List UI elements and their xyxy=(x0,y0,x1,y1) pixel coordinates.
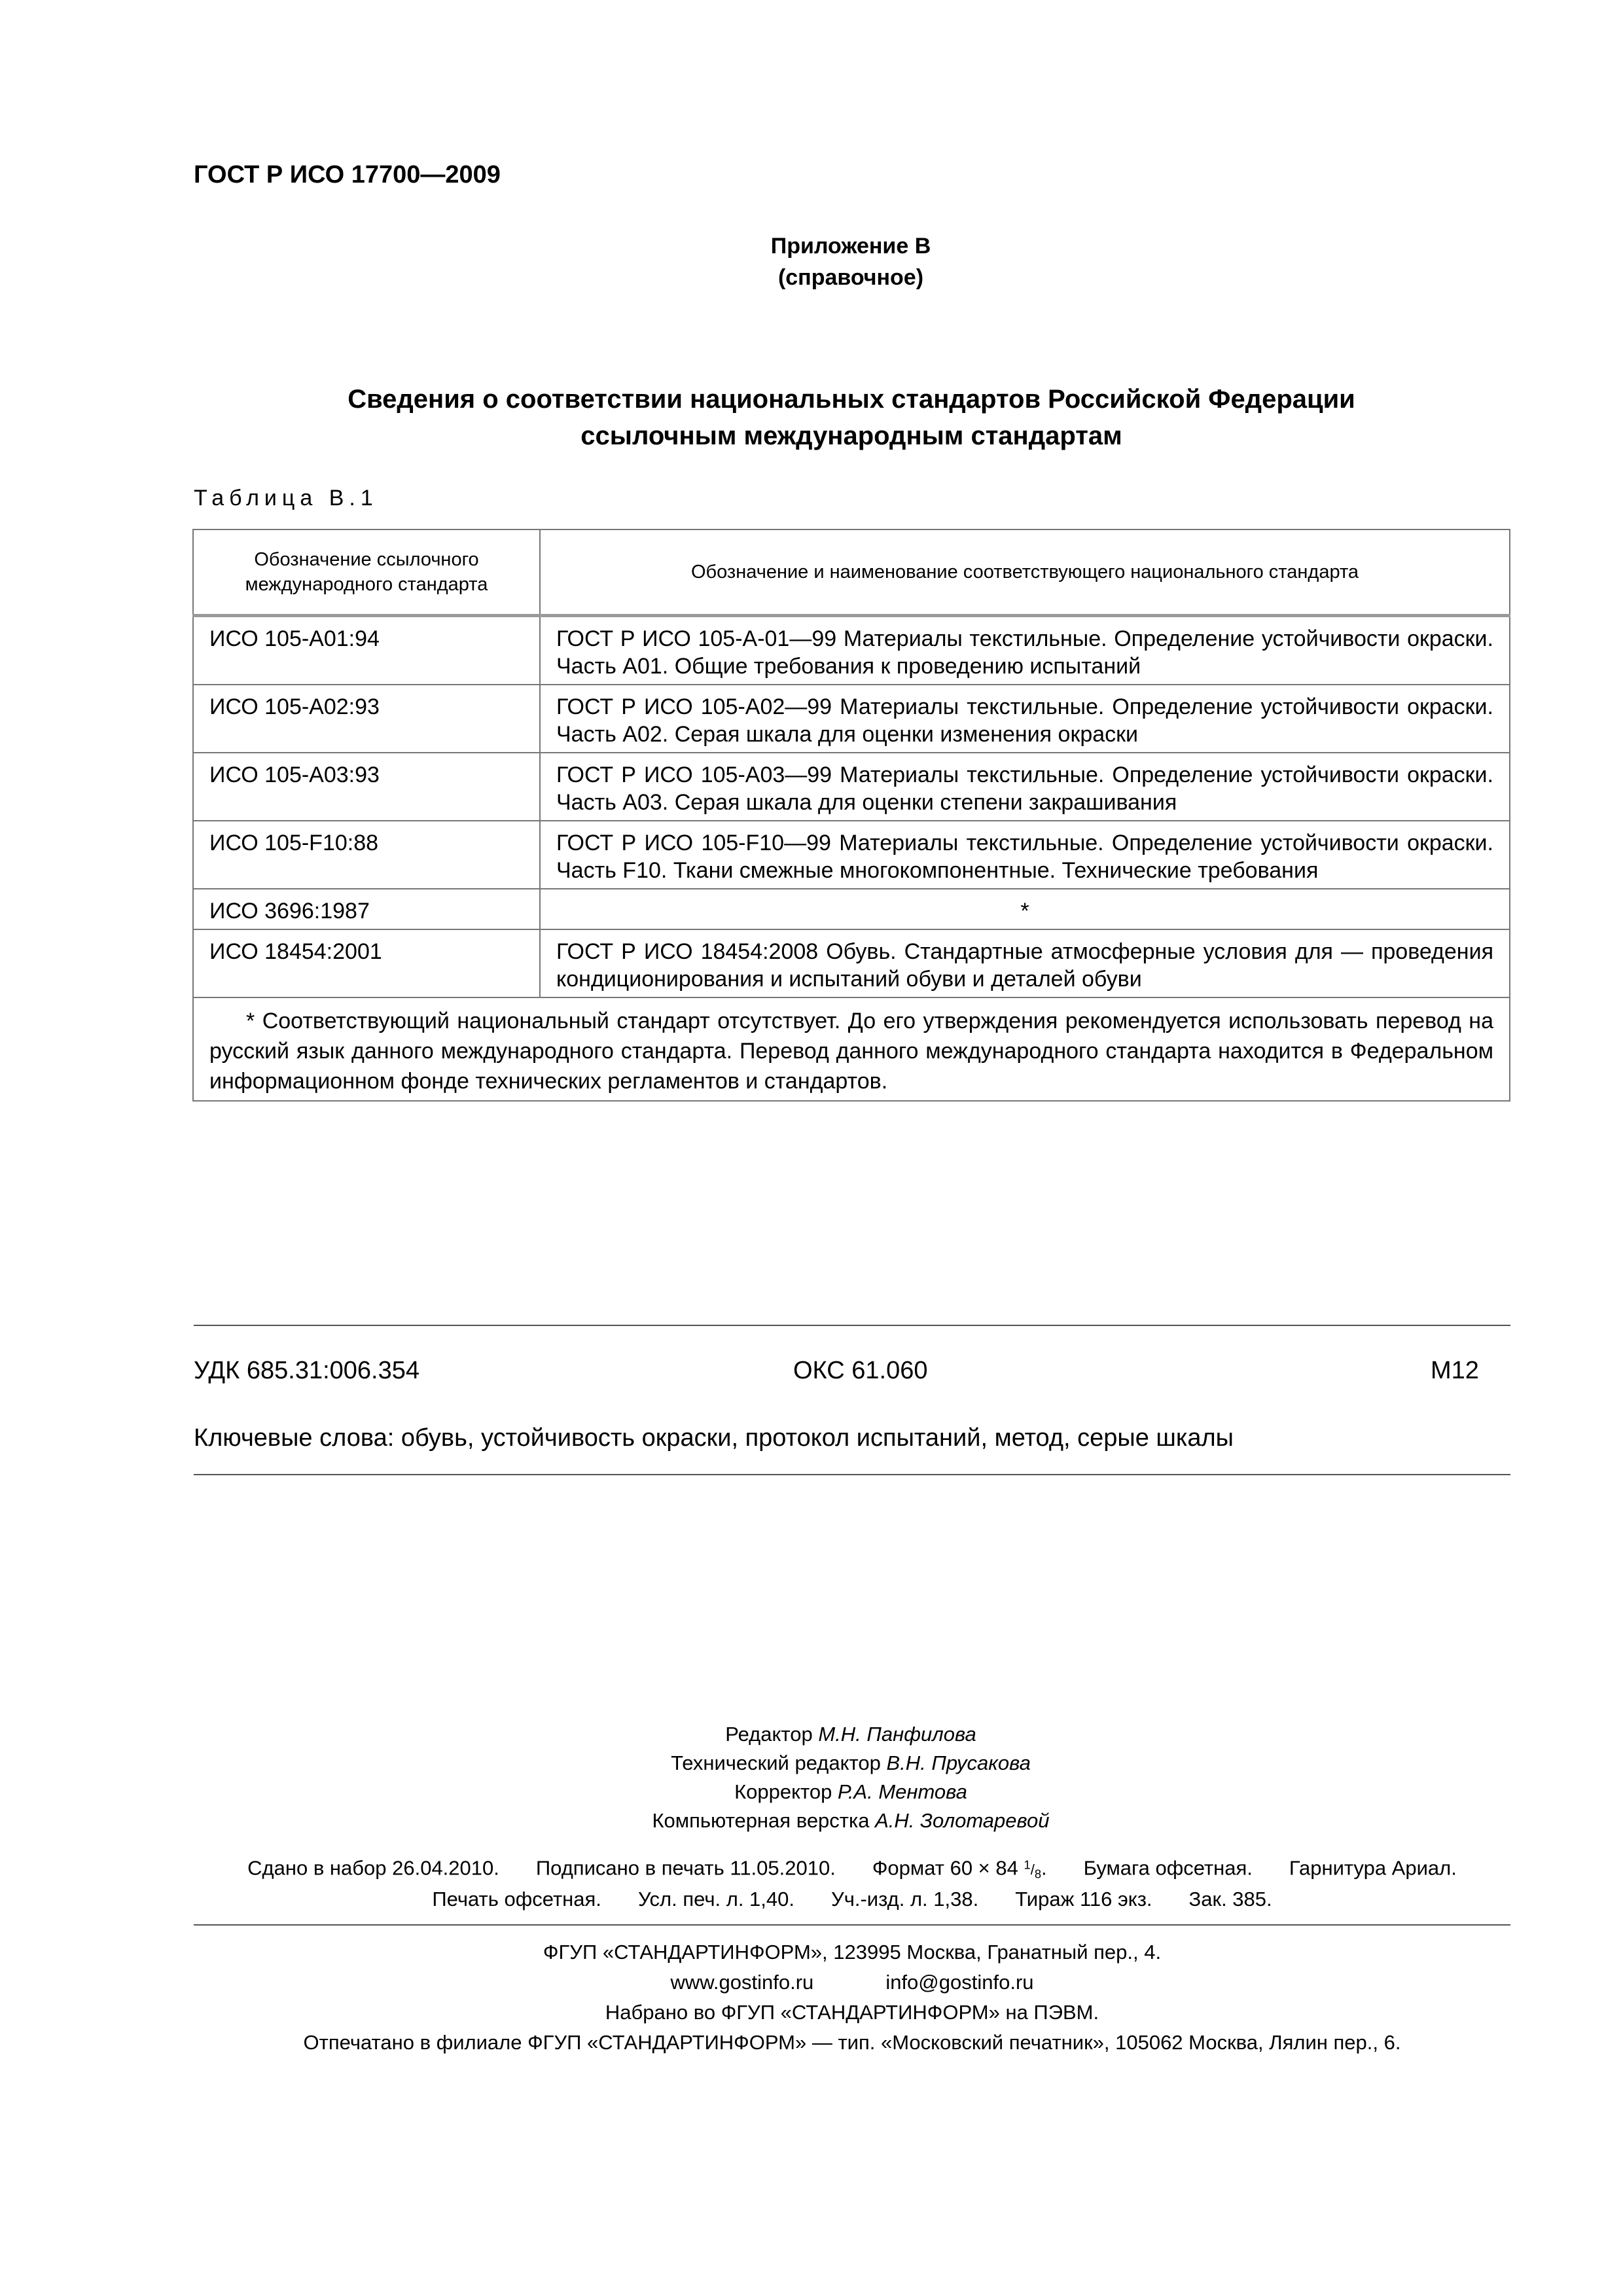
column-header-ref: Обозначение ссылочного международного стандарта xyxy=(193,529,540,616)
divider xyxy=(194,1474,1510,1475)
table-row xyxy=(193,685,1510,753)
table-label: Таблица В.1 xyxy=(194,486,378,511)
credit-line: Редактор М.Н. Панфилова xyxy=(725,1723,976,1746)
ref-cell: ИСО 105-А01:94 xyxy=(193,616,540,685)
credit-line: Технический редактор В.Н. Прусакова xyxy=(671,1751,1031,1774)
annex-title: Приложение В xyxy=(770,234,931,259)
table-row xyxy=(193,929,1510,997)
publisher-address: ФГУП «СТАНДАРТИНФОРМ», 123995 Москва, Гранатный пер., 4. xyxy=(543,1941,1162,1964)
column-header-national: Обозначение и наименование соответствующего национального стандарта xyxy=(540,529,1510,616)
table-row xyxy=(193,616,1510,685)
email-link[interactable]: info@gostinfo.ru xyxy=(885,1971,1034,1994)
national-cell: ГОСТ Р ИСО 105-А02—99 Материалы текстильные. Определение устойчивости окраски. Часть А02. Серая шкала для оценки изменения окраски xyxy=(540,685,1510,753)
ref-cell: ИСО 3696:1987 xyxy=(193,889,540,929)
page-title xyxy=(194,381,1509,454)
annex-type: (справочное) xyxy=(777,265,924,290)
table-header-row xyxy=(193,529,1510,616)
ref-cell: ИСО 105-F10:88 xyxy=(193,821,540,889)
table-footnote-row xyxy=(193,997,1510,1101)
udk-code: УДК 685.31:006.354 xyxy=(194,1357,420,1384)
title-line-2: ссылочным международным стандартам xyxy=(580,422,1122,450)
reference-table xyxy=(192,529,1510,1102)
printed-info: Отпечатано в филиале ФГУП «СТАНДАРТИНФОРМ» — тип. «Московский печатник», 105062 Москва, Лялин пер., 6. xyxy=(303,2031,1401,2054)
footnote-text: * Соответствующий национальный стандарт отсутствует. До его утверждения рекомендуется использовать перевод на русский язык данного международного стандарта. Перевод данного международного стандарта находится в Федеральном информационном фонде технических регламентов и стандартов. xyxy=(209,1009,1493,1094)
credits xyxy=(576,1720,1126,1835)
website-link[interactable]: www.gostinfo.ru xyxy=(670,1971,814,1994)
credit-line: Компьютерная верстка А.Н. Золотаревой xyxy=(652,1809,1050,1832)
national-cell: ГОСТ Р ИСО 105-F10—99 Материалы текстильные. Определение устойчивости окраски. Часть F10. Ткани смежные многокомпонентные. Технические требования xyxy=(540,821,1510,889)
ref-cell: ИСО 18454:2001 xyxy=(193,929,540,997)
oks-code: ОКС 61.060 xyxy=(793,1357,928,1384)
publisher-contacts xyxy=(194,1967,1510,1998)
print-info-line-2: Печать офсетная. Усл. печ. л. 1,40. Уч.-изд. л. 1,38. Тираж 116 экз. Зак. 385. xyxy=(432,1888,1272,1910)
table-row xyxy=(193,753,1510,821)
table-footnote xyxy=(193,997,1510,1101)
title-line-1: Сведения о соответствии национальных стандартов Российской Федерации xyxy=(348,385,1355,414)
divider xyxy=(194,1924,1510,1926)
table-row xyxy=(193,889,1510,929)
national-cell: ГОСТ Р ИСО 105-А-01—99 Материалы текстильные. Определение устойчивости окраски. Часть А01. Общие требования к проведению испытаний xyxy=(540,616,1510,685)
ref-cell: ИСО 105-А02:93 xyxy=(193,685,540,753)
divider xyxy=(194,1325,1510,1326)
publisher-info xyxy=(194,1937,1510,2058)
class-code: М12 xyxy=(1431,1357,1479,1384)
print-info-line-1: Сдано в набор 26.04.2010. Подписано в печать 11.05.2010. Формат 60 × 84 $^1/_8$. Бумага офсетная. Гарнитура Ариал. xyxy=(247,1856,1457,1881)
national-cell: ГОСТ Р ИСО 105-А03—99 Материалы текстильные. Определение устойчивости окраски. Часть А03. Серая шкала для оценки степени закрашивания xyxy=(540,753,1510,821)
national-cell: ГОСТ Р ИСО 18454:2008 Обувь. Стандартные атмосферные условия для — проведения кондиционирования и испытаний обуви и деталей обуви xyxy=(540,929,1510,997)
ref-cell: ИСО 105-А03:93 xyxy=(193,753,540,821)
table-row xyxy=(193,821,1510,889)
document-code: ГОСТ Р ИСО 17700—2009 xyxy=(194,161,501,188)
national-cell: * xyxy=(540,889,1510,929)
keywords: Ключевые слова: обувь, устойчивость окраски, протокол испытаний, метод, серые шкалы xyxy=(194,1424,1234,1452)
typeset-info: Набрано во ФГУП «СТАНДАРТИНФОРМ» на ПЭВМ. xyxy=(605,2001,1099,2024)
credit-line: Корректор Р.А. Ментова xyxy=(734,1780,967,1803)
